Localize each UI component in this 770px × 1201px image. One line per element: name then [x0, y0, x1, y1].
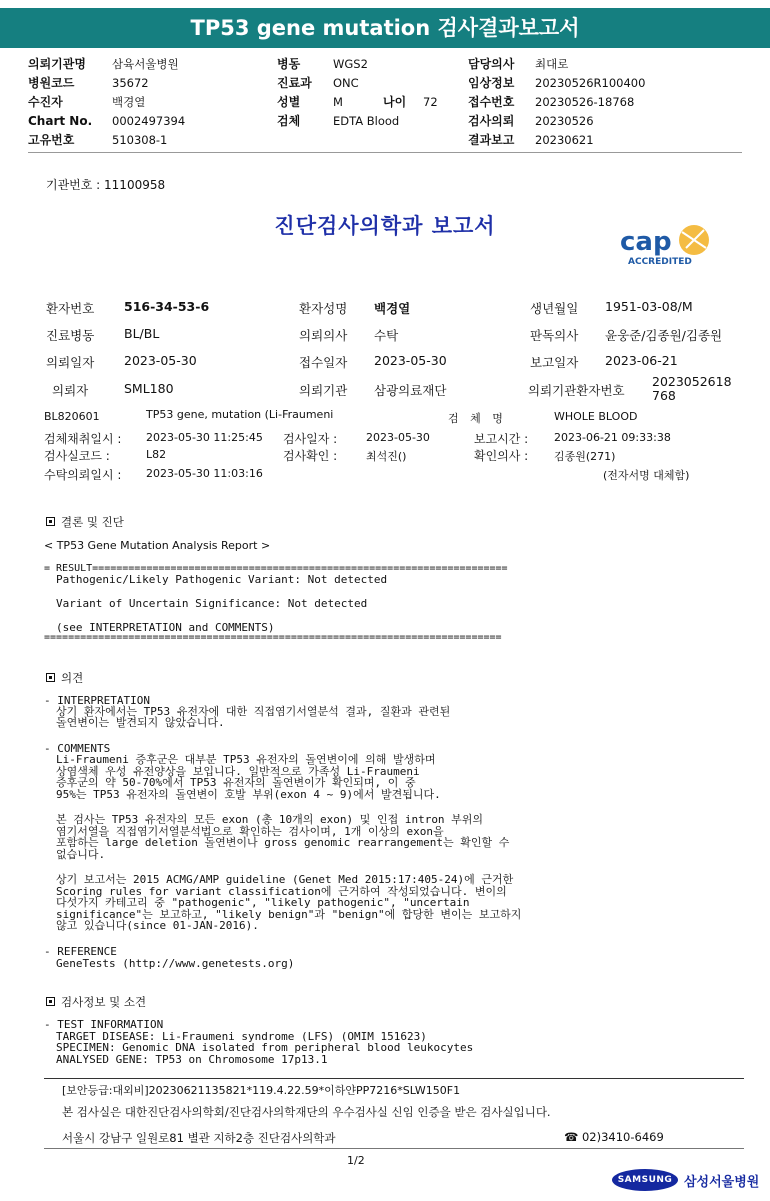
test-info-heading: - TEST INFORMATION [44, 1018, 164, 1031]
patient-value: 2023-05-30 [124, 353, 197, 368]
field-label: 병원코드 [28, 76, 75, 90]
field-label: 병동 [277, 57, 301, 71]
header-field [28, 55, 185, 74]
field-value: ONC [333, 76, 359, 90]
test-info-line: SPECIMEN: Genomic DNA isolated from peripheral blood leukocytes [56, 1041, 474, 1054]
patient-label: 의뢰일자 [46, 355, 95, 370]
cap-text: cap [620, 227, 672, 257]
field-value: 20230526R100400 [535, 76, 646, 90]
patient-value: 삼광의료재단 [374, 383, 447, 398]
section-bullet-icon [46, 997, 55, 1006]
section-heading-text: 결론 및 진단 [61, 515, 124, 529]
divider [44, 1078, 744, 1079]
comments-line: Li-Fraumeni 증후군은 대부분 TP53 유전자의 돌연변이에 의해 발생하며 [56, 753, 436, 766]
field-label: 검체 [277, 114, 301, 128]
patient-value: 윤웅준/김종원/김종원 [605, 328, 723, 343]
section-heading-text: 검사정보 및 소견 [61, 995, 147, 1009]
header-field [28, 131, 185, 150]
comments-line: 95%는 TP53 유전자의 돌연변이 호발 부위(exon 4 ~ 9)에서 발견됩니다. [56, 788, 441, 801]
patient-label: 환자번호 [46, 301, 95, 316]
field-label: 고유번호 [28, 133, 75, 147]
age-label: 나이 [383, 95, 407, 109]
patient-label: 환자성명 [299, 301, 348, 316]
patient-value: 2023052618768 [652, 374, 732, 403]
patient-label: 접수일자 [299, 355, 348, 370]
comments-line: 본 검사는 TP53 유전자의 모든 exon (총 10개의 exon) 및 인접 intron 부위의 [56, 813, 484, 826]
test-value: 2023-06-21 09:33:38 [554, 431, 671, 444]
patient-label: 의뢰자 [52, 383, 89, 398]
section-heading-test-info [46, 994, 146, 1010]
patient-value: 1951-03-08/M [605, 299, 693, 314]
field-value: 최대로 [535, 57, 569, 71]
test-label: 확인의사 : [474, 449, 529, 463]
patient-value: 2023-05-30 [374, 353, 447, 368]
test-label: 보고시간 : [474, 432, 529, 446]
header-col-2 [277, 55, 438, 131]
header-field [28, 93, 185, 112]
header-field [277, 55, 438, 74]
test-value: 2023-05-30 [366, 431, 430, 444]
patient-value: SML180 [124, 381, 174, 396]
patient-label: 진료병동 [46, 328, 95, 343]
header-field [277, 112, 438, 131]
field-label: Chart No. [28, 114, 93, 128]
field-value: 20230621 [535, 133, 594, 147]
phone-number: ☎ 02)3410-6469 [564, 1130, 664, 1144]
comments-line: Scoring rules for variant classification에 근거하여 작성되었습니다. 변이의 [56, 885, 507, 898]
field-value: 삼육서울병원 [112, 57, 179, 71]
comments-line: 상기 보고서는 2015 ACMG/AMP guideline (Genet Med 2015:17:405-24)에 근거한 [56, 873, 514, 886]
test-info-line: TARGET DISEASE: Li-Fraumeni syndrome (LFS) (OMIM 151623) [56, 1030, 427, 1043]
pathogenic-result: Pathogenic/Likely Pathogenic Variant: Not detected [56, 573, 388, 586]
header-field [28, 74, 185, 93]
section-heading-opinion [46, 670, 83, 686]
field-value: 백경열 [112, 95, 146, 109]
age-value: 72 [423, 95, 438, 109]
samsung-hospital-logo [612, 1169, 759, 1191]
header-field [277, 74, 438, 93]
security-line: [보안등급:대외비]20230621135821*119.4.22.59*이하얀PP7216*SLW150F1 [62, 1084, 461, 1097]
patient-value: 수탁 [374, 328, 399, 343]
cap-sub-text: ACCREDITED [628, 257, 692, 267]
test-label: 검체채취일시 : [44, 432, 122, 446]
comments-line: 없습니다. [56, 848, 106, 861]
test-name: TP53 gene, mutation (Li-Fraumeni [146, 408, 334, 421]
test-info-line: ANALYSED GENE: TP53 on Chromosome 17p13.1 [56, 1053, 328, 1066]
field-label: 의뢰기관명 [28, 57, 86, 71]
field-label: 임상정보 [468, 76, 515, 90]
certification-text: 본 검사실은 대한진단검사의학회/진단검사의학재단의 우수검사실 신임 인증을 받은 검사실입니다. [62, 1105, 551, 1119]
field-label: 성별 [277, 95, 301, 109]
field-label: 결과보고 [468, 133, 515, 147]
field-value: 510308-1 [112, 133, 168, 147]
section-heading-text: 의견 [61, 671, 84, 685]
test-label: 검사확인 : [283, 449, 338, 463]
field-value: 0002497394 [112, 114, 186, 128]
reference-heading: - REFERENCE [44, 945, 117, 958]
test-value: 2023-05-30 11:25:45 [146, 431, 263, 444]
cap-accredited-logo [616, 218, 726, 274]
patient-value: BL/BL [124, 326, 160, 341]
report-name: < TP53 Gene Mutation Analysis Report > [44, 539, 271, 552]
field-value: 20230526 [535, 114, 594, 128]
divider [28, 152, 742, 153]
result-line: = RESULT===================================================================== [44, 563, 508, 574]
test-value: 김종원(271) [554, 450, 616, 463]
header-field [277, 93, 438, 112]
page-number: 1/2 [347, 1154, 365, 1167]
comments-line: 증후군의 약 50-70%에서 TP53 유전자의 돌연변이가 확인되며, 이 중 [56, 776, 416, 789]
interpretation-heading: - INTERPRETATION [44, 694, 150, 707]
field-label: 진료과 [277, 76, 312, 90]
field-value: WGS2 [333, 57, 368, 71]
field-value: 20230526-18768 [535, 95, 635, 109]
patient-label: 보고일자 [530, 355, 579, 370]
specimen-value: WHOLE BLOOD [554, 410, 638, 423]
test-code: BL820601 [44, 410, 100, 423]
test-label: 수탁의뢰일시 : [44, 468, 122, 482]
specimen-label: 검 체 명 [448, 412, 507, 425]
patient-value: 백경열 [374, 301, 411, 316]
comments-line: significance"는 보고하고, "likely benign"과 "benign"에 합당한 변이는 보고하지 [56, 908, 522, 921]
divider [44, 1148, 744, 1149]
vus-result: Variant of Uncertain Significance: Not detected [56, 597, 368, 610]
result-end-line: ============================================================================ [44, 632, 502, 643]
comments-heading: - COMMENTS [44, 742, 111, 755]
field-label: 수진자 [28, 95, 63, 109]
field-value: 35672 [112, 76, 149, 90]
header-col-3 [468, 55, 645, 150]
reference-link: GeneTests (http://www.genetests.org) [56, 957, 295, 970]
patient-label: 판독의사 [530, 328, 579, 343]
test-value: 최석진() [366, 450, 407, 463]
comments-line: 포함하는 large deletion 돌연변이나 gross genomic rearrangement는 확인할 수 [56, 836, 510, 849]
lab-report-title: 진단검사의학과 보고서 [274, 214, 496, 238]
patient-label: 의뢰기관환자번호 [528, 383, 625, 398]
comments-line: 염기서열을 직접염기서열분석법으로 확인하는 검사이며, 1개 이상의 exon을 [56, 825, 444, 838]
field-label: 담당의사 [468, 57, 515, 71]
comments-line: 다섯가지 카테고리 중 "pathogenic", "likely pathogenic", "uncertain [56, 896, 470, 909]
test-label: 검사일자 : [283, 432, 338, 446]
hospital-name: 삼성서울병원 [684, 1174, 760, 1190]
field-value: M [333, 95, 343, 109]
patient-label: 의뢰의사 [299, 328, 348, 343]
field-value: EDTA Blood [333, 114, 400, 128]
samsung-logo: SAMSUNG [612, 1169, 678, 1191]
field-label: 접수번호 [468, 95, 515, 109]
patient-value: 516-34-53-6 [124, 299, 210, 314]
report-title-bar: TP53 gene mutation 검사결과보고서 [0, 8, 770, 48]
header-field [468, 93, 645, 112]
institution-number: 기관번호 : 11100958 [46, 178, 166, 192]
patient-value: 2023-06-21 [605, 353, 678, 368]
interpretation-line: 상기 환자에서는 TP53 유전자에 대한 직접염기서열분석 결과, 질환과 관련된 [56, 705, 451, 718]
interpretation-line: 돌연변이는 발견되지 않았습니다. [56, 716, 225, 729]
patient-label: 의뢰기관 [299, 383, 348, 398]
section-heading-result [46, 514, 124, 530]
header-field [468, 131, 645, 150]
header-field [468, 112, 645, 131]
header-field [28, 112, 185, 131]
see-note: (see INTERPRETATION and COMMENTS) [56, 621, 275, 634]
test-value: L82 [146, 448, 167, 461]
section-bullet-icon [46, 517, 55, 526]
address-text: 서울시 강남구 일원로81 별관 지하2층 진단검사의학과 [62, 1131, 336, 1145]
test-value: 2023-05-30 11:03:16 [146, 467, 263, 480]
header-field [468, 55, 645, 74]
header-col-1 [28, 55, 185, 150]
test-label: 검사실코드 : [44, 449, 110, 463]
comments-line: 상염색체 우성 유전양상을 보입니다. 일반적으로 가족성 Li-Fraumeni [56, 765, 420, 778]
header-field [468, 74, 645, 93]
field-label: 검사의뢰 [468, 114, 515, 128]
comments-line: 않고 있습니다(since 01-JAN-2016). [56, 919, 259, 932]
section-bullet-icon [46, 673, 55, 682]
patient-label: 생년월일 [530, 301, 579, 316]
e-signature-note: (전자서명 대체함) [603, 469, 690, 482]
